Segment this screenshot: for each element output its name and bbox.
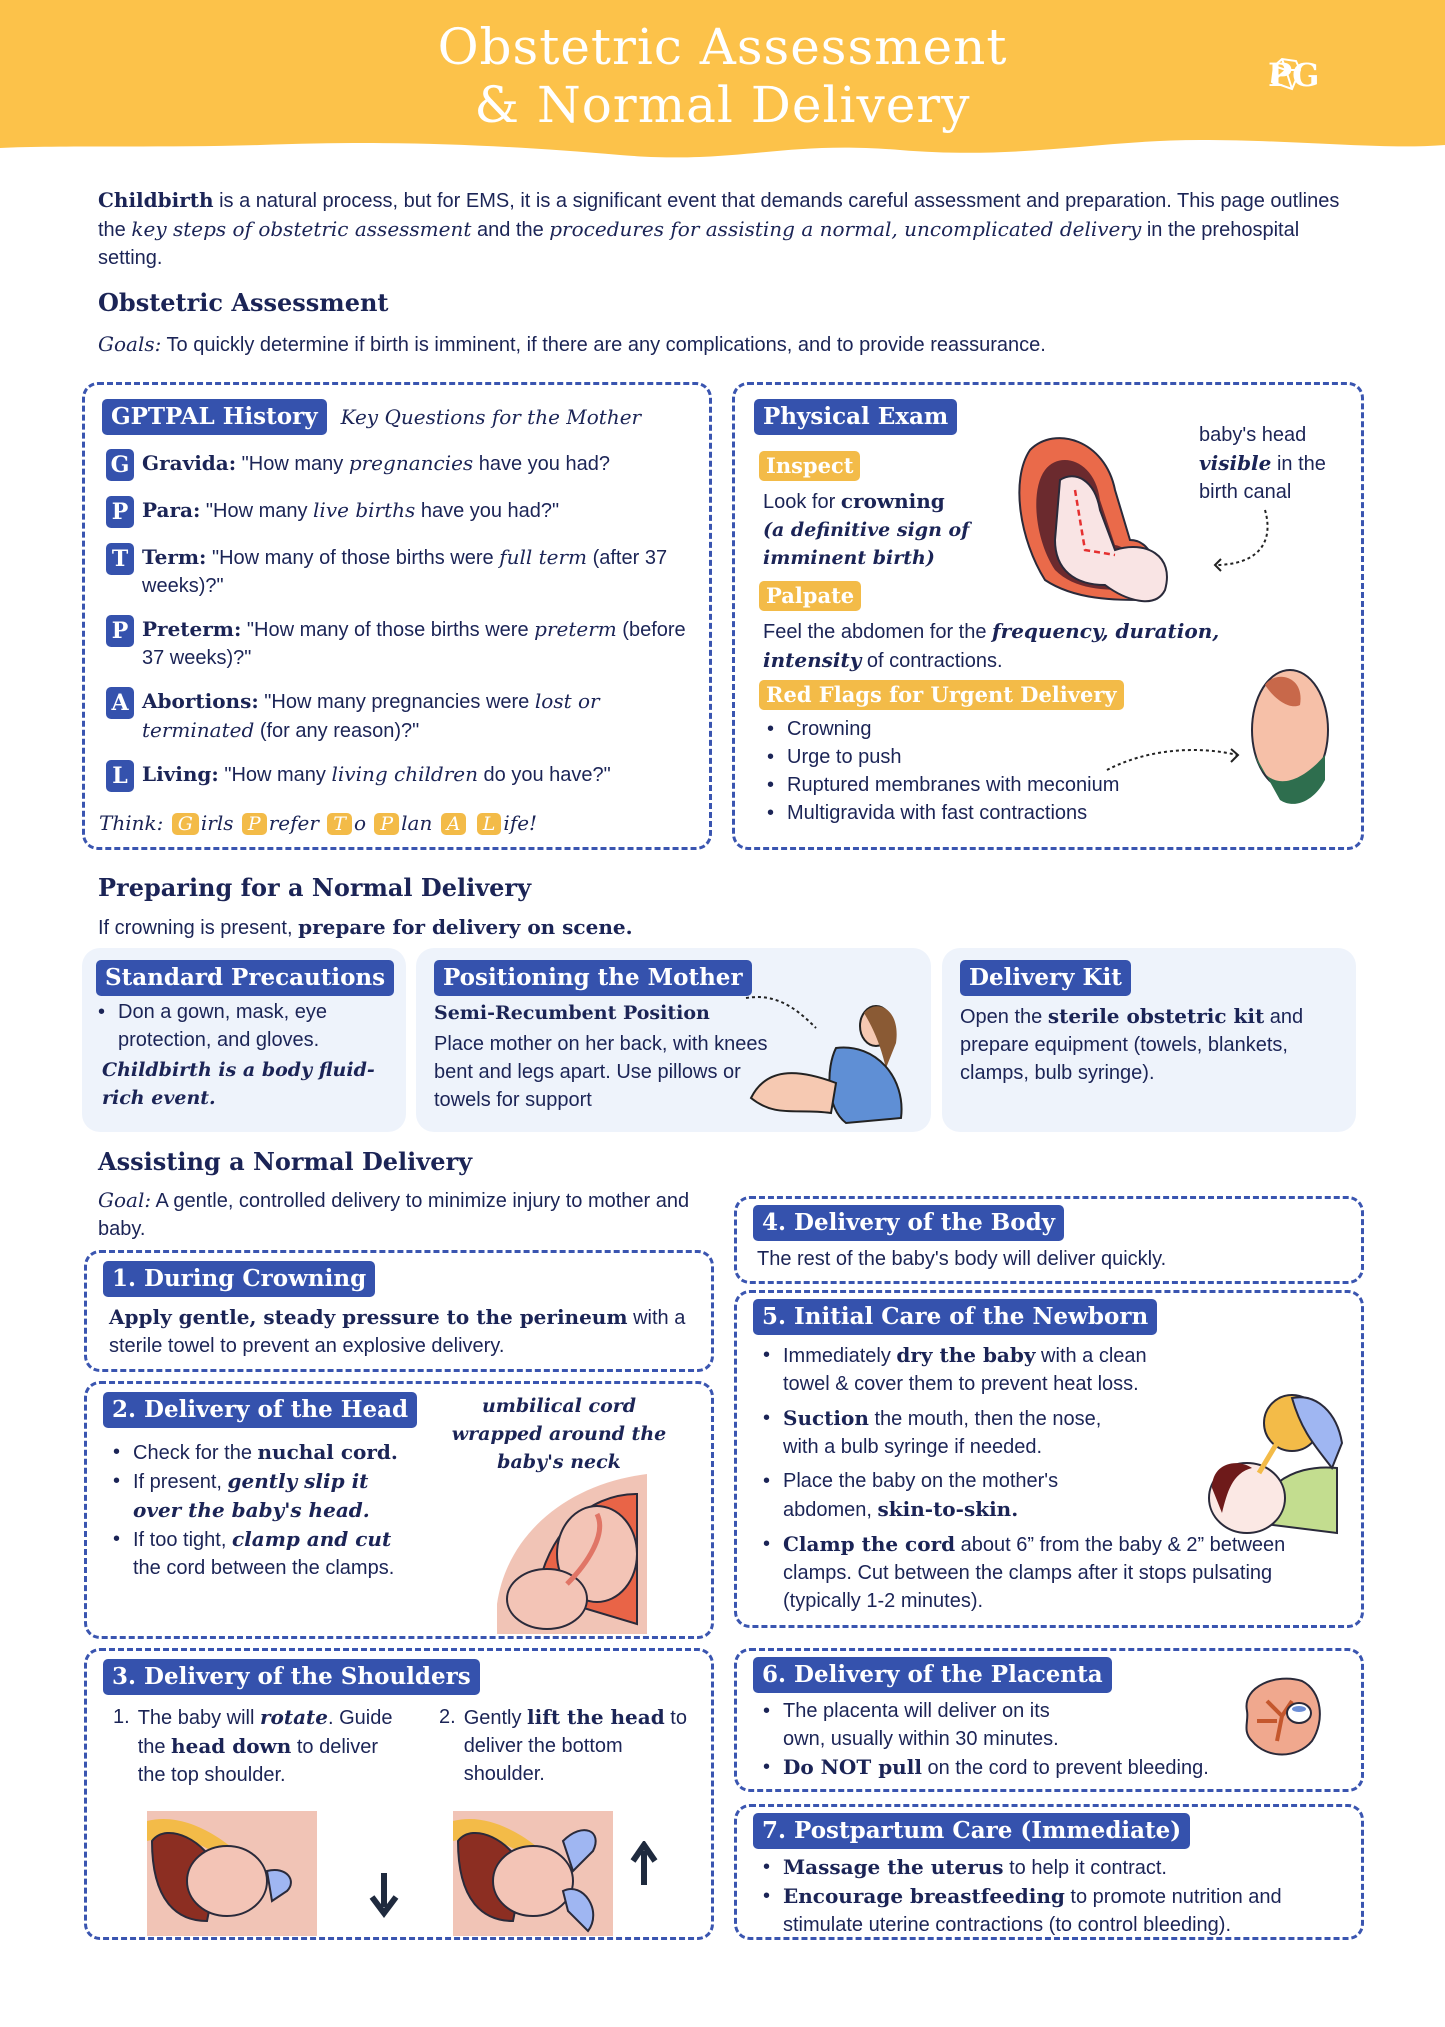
semi-recumbent-mother-illustration <box>736 988 916 1128</box>
page-header <box>0 0 1445 160</box>
arrow-up-icon <box>629 1841 659 1887</box>
step-6-title: 6. Delivery of the Placenta <box>753 1657 1112 1693</box>
red-flag-item: • Multigravida with fast contractions <box>763 799 1119 827</box>
step-2-item: • Check for the nuchal cord. <box>109 1438 409 1467</box>
gptpal-subtitle: Key Questions for the Mother <box>340 405 642 429</box>
gptpal-row-para: P Para: "How many live births have you had?" <box>106 496 696 528</box>
logo: PG <box>1268 56 1320 94</box>
step-4-text: The rest of the baby's body will deliver quickly. <box>757 1248 1167 1270</box>
step-5-title: 5. Initial Care of the Newborn <box>753 1299 1157 1335</box>
step-3-box <box>84 1648 714 1940</box>
step-5-item: • Clamp the cord about 6” from the baby & 2” between clamps. Cut between the clamps after it stops pulsating (typically 1-2 minutes). <box>759 1530 1339 1615</box>
newborn-suction-illustration <box>1197 1393 1347 1543</box>
arrow-down-icon <box>367 1871 401 1919</box>
step-2-box <box>84 1381 714 1639</box>
physical-exam-title: Physical Exam <box>754 399 957 435</box>
palpate-label: Palpate <box>759 581 861 611</box>
step-5-item: • Suction the mouth, then the nose, with a bulb syringe if needed. <box>759 1404 1139 1461</box>
standard-precautions-card <box>82 948 406 1132</box>
red-flag-item: • Urge to push <box>763 743 1119 771</box>
assessment-goals: Goals: To quickly determine if birth is imminent, if there are any complications, and to provide reassurance. <box>98 332 1046 356</box>
step-6-box <box>734 1648 1364 1792</box>
crowning-illustration <box>1015 430 1205 620</box>
step-2-item: • If too tight, clamp and cut the cord between the clamps. <box>109 1525 409 1582</box>
step-1-box <box>84 1250 714 1372</box>
step-7-title: 7. Postpartum Care (Immediate) <box>753 1813 1190 1849</box>
intro-paragraph: Childbirth is a natural process, but for EMS, it is a significant event that demands careful assessment and preparation. This page outlines the key steps of obstetric assessment and the procedures for assisting a normal, uncomplicated delivery in the prehospital setting. <box>98 188 1340 269</box>
section-heading-assessment: Obstetric Assessment <box>98 288 389 317</box>
top-shoulder-illustration <box>147 1811 317 1936</box>
step-7-box <box>734 1804 1364 1940</box>
gptpal-row-preterm: P Preterm: "How many of those births were preterm (before 37 weeks)?" <box>106 615 696 672</box>
assisting-goal: Goal: A gentle, controlled delivery to minimize injury to mother and baby. <box>98 1188 690 1240</box>
delivery-kit-text: Open the sterile obstetric kit and prepare equipment (towels, blankets, clamps, bulb syringe). <box>960 1004 1304 1084</box>
positioning-text: Place mother on her back, with knees bent and legs apart. Use pillows or towels for support <box>434 1033 768 1111</box>
dotted-arrow-icon <box>1105 740 1245 780</box>
step-6-item: • Do NOT pull on the cord to prevent bleeding. <box>759 1753 1319 1782</box>
precaution-item: • Don a gown, mask, eye protection, and gloves. <box>94 998 384 1054</box>
step-4-box <box>734 1196 1364 1284</box>
shoulder-step-1: 1. The baby will rotate. Guide the head down to deliver the top shoulder. <box>113 1705 393 1786</box>
positioning-title: Positioning the Mother <box>434 960 752 996</box>
inspect-text: Look for crowning (a definitive sign of imminent birth) <box>763 489 970 569</box>
positioning-card <box>416 948 931 1132</box>
precaution-note: Childbirth is a body fluid-rich event. <box>102 1059 375 1109</box>
step-2-item: • If present, gently slip it over the baby's head. <box>109 1467 409 1525</box>
standard-precautions-title: Standard Precautions <box>96 960 394 996</box>
gptpal-row-gravida: G Gravida: "How many pregnancies have you had? <box>106 449 696 481</box>
bottom-shoulder-illustration <box>453 1811 613 1936</box>
step-7-list <box>759 1853 1349 1939</box>
step-5-box <box>734 1290 1364 1628</box>
step-3-title: 3. Delivery of the Shoulders <box>103 1659 480 1695</box>
section-heading-assisting: Assisting a Normal Delivery <box>98 1147 473 1176</box>
nuchal-cord-illustration <box>487 1474 647 1634</box>
section-heading-preparing: Preparing for a Normal Delivery <box>98 873 532 902</box>
step-5-item: • Immediately dry the baby with a clean towel & cover them to prevent heat loss. <box>759 1341 1179 1398</box>
red-flag-item: • Crowning <box>763 715 1119 743</box>
step-6-item: • The placenta will deliver on its own, usually within 30 minutes. <box>759 1697 1089 1753</box>
red-flags-list <box>763 715 1119 827</box>
gptpal-history-box <box>82 382 712 850</box>
nuchal-cord-annotation: umbilical cord wrapped around the baby's neck <box>451 1395 667 1473</box>
page-title: Obstetric Assessment & Normal Delivery <box>437 18 1008 134</box>
gptpal-row-living: L Living: "How many living children do you have?" <box>106 760 696 792</box>
physical-exam-box <box>732 382 1364 850</box>
gptpal-row-term: T Term: "How many of those births were full term (after 37 weeks)?" <box>106 543 696 600</box>
step-6-list <box>759 1697 1319 1782</box>
palpate-text: Feel the abdomen for the frequency, duration, intensity of contractions. <box>763 619 1220 672</box>
crowning-annotation: baby's head visible in the birth canal <box>1199 424 1326 503</box>
step-1-text: Apply gentle, steady pressure to the perineum with a sterile towel to prevent an explosive delivery. <box>109 1305 686 1357</box>
amniotic-sac-illustration <box>1245 660 1345 820</box>
step-2-title: 2. Delivery of the Head <box>103 1392 417 1428</box>
preparing-subtitle: If crowning is present, prepare for delivery on scene. <box>98 915 633 939</box>
gptpal-row-abortions: A Abortions: "How many pregnancies were lost or terminated (for any reason)?" <box>106 687 696 745</box>
positioning-subtitle: Semi-Recumbent Position <box>434 1002 710 1024</box>
delivery-kit-card <box>942 948 1356 1132</box>
placenta-illustration <box>1237 1671 1327 1761</box>
shoulder-step-2: 2. Gently lift the head to deliver the bottom shoulder. <box>439 1705 687 1785</box>
inspect-label: Inspect <box>759 451 860 481</box>
red-flag-item: • Ruptured membranes with meconium <box>763 771 1119 799</box>
step-1-title: 1. During Crowning <box>103 1261 375 1297</box>
step-5-item: • Place the baby on the mother's abdomen, skin-to-skin. <box>759 1467 1119 1524</box>
step-7-item: • Encourage breastfeeding to promote nutrition and stimulate uterine contractions (to control bleeding). <box>759 1882 1349 1939</box>
red-flags-label: Red Flags for Urgent Delivery <box>759 680 1124 710</box>
gem-icon <box>1268 56 1304 92</box>
step-2-list <box>109 1438 409 1582</box>
delivery-kit-title: Delivery Kit <box>960 960 1131 996</box>
dotted-arrow-icon <box>1205 505 1285 585</box>
gptpal-mnemonic: Think: G irls P refer T o P lan A L ife! <box>99 811 538 835</box>
step-4-title: 4. Delivery of the Body <box>753 1205 1064 1241</box>
step-7-item: • Massage the uterus to help it contract. <box>759 1853 1349 1882</box>
gptpal-title: GPTPAL History <box>102 399 327 435</box>
